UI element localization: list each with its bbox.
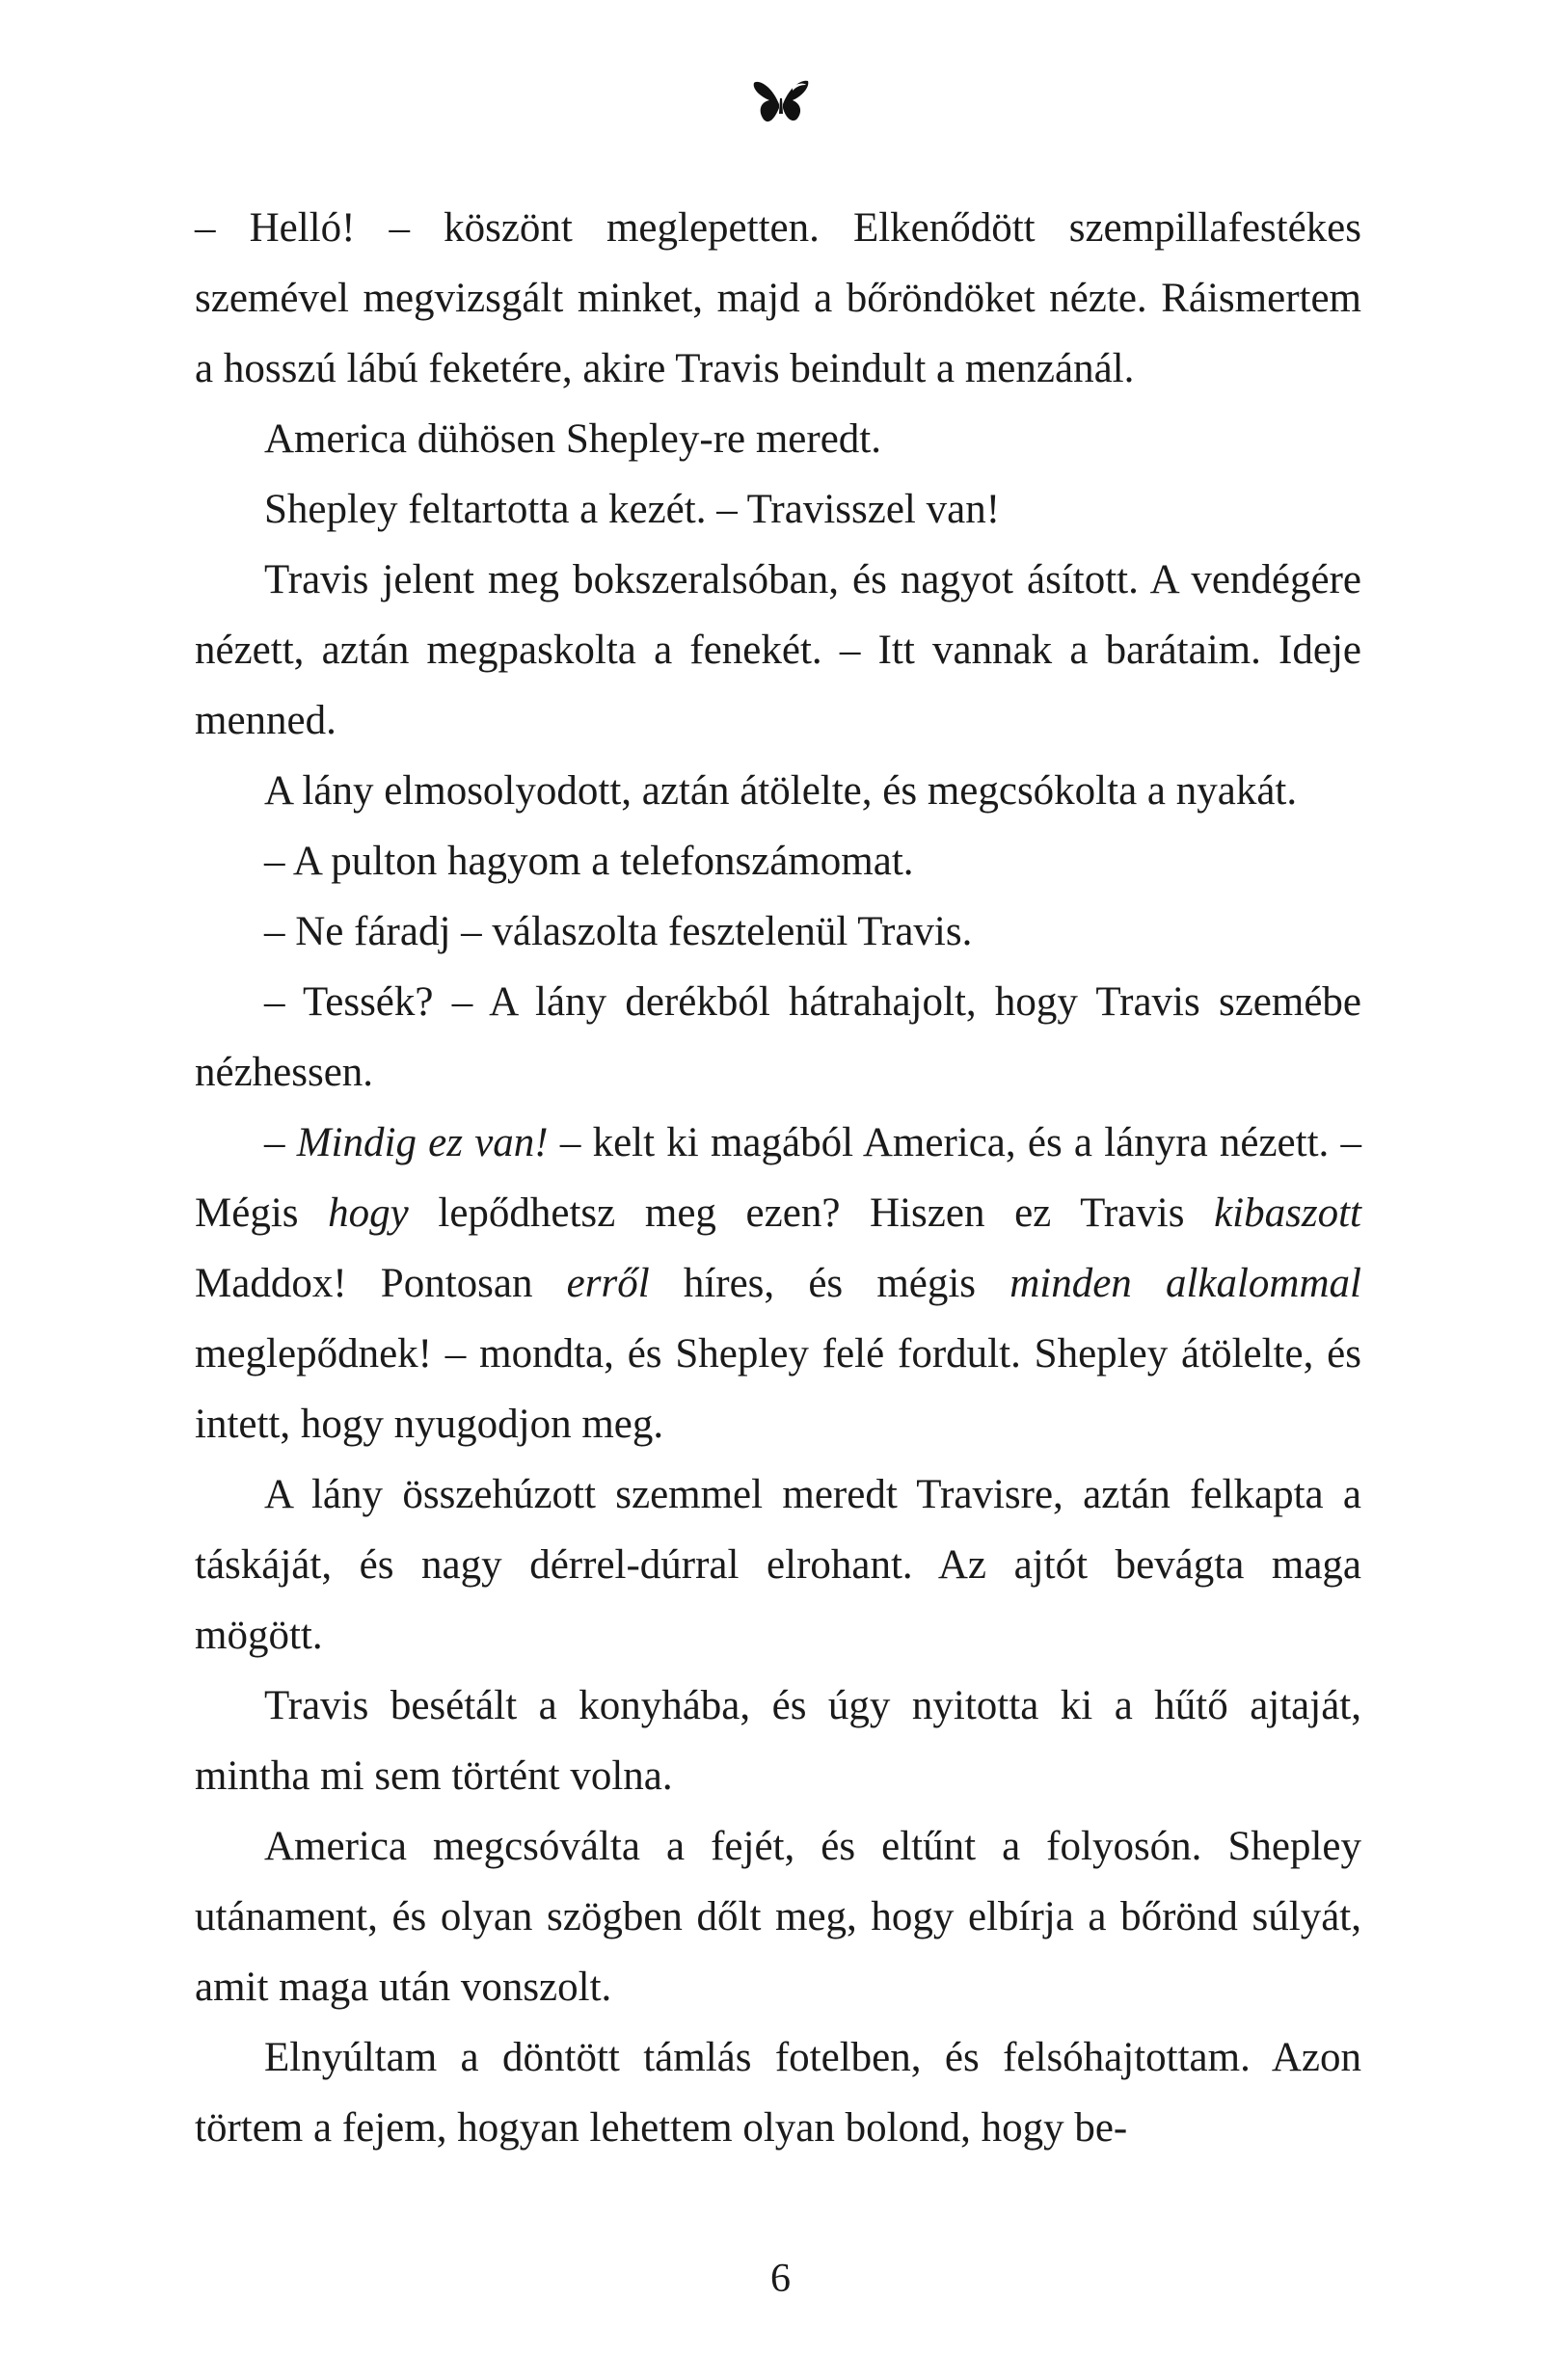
text-run: híres, és mégis — [649, 1261, 1010, 1306]
paragraph-with-emphasis — [195, 1108, 1361, 1459]
paragraph: Travis jelent meg bokszeralsóban, és nagyot ásított. A vendégére nézett, aztán megpaskolta a fenekét. – Itt vannak a barátaim. Ideje menned. — [195, 557, 1361, 743]
paragraph: Elnyúltam a döntött támlás fotelben, és felsóhajtottam. Azon törtem a fejem, hogyan lehettem olyan bolond, hogy be- — [195, 2035, 1361, 2151]
text-run: lepődhetsz meg ezen? Hiszen ez Travis — [408, 1190, 1215, 1236]
emphasis: kibaszott — [1214, 1190, 1361, 1236]
text-run: – — [264, 1120, 297, 1165]
text-run: – kelt ki magából America, és a lányra nézett. – Mégis — [195, 1120, 1362, 1236]
paragraph: A lány elmosolyodott, aztán átölelte, és megcsókolta a nyakát. — [264, 768, 1298, 814]
text-run: meglepődnek! – mondta, és Shepley felé fordult. Shepley átölelte, és intett, hogy nyugodjon meg. — [195, 1331, 1361, 1447]
paragraph: Shepley feltartotta a kezét. – Travisszel van! — [264, 487, 1001, 532]
paragraph: Travis besétált a konyhába, és úgy nyitotta ki a hűtő ajtaját, mintha mi sem történt volna. — [195, 1683, 1361, 1799]
text-run: Maddox! Pontosan — [195, 1261, 567, 1306]
paragraph: – Tessék? – A lány derékból hátrahajolt, hogy Travis szemébe nézhessen. — [195, 979, 1361, 1095]
emphasis: Mindig ez van! — [296, 1120, 549, 1165]
paragraph: America megcsóválta a fejét, és eltűnt a folyosón. Shepley utánament, és olyan szögben dőlt meg, hogy elbírja a bőrönd súlyát, amit maga után vonszolt. — [195, 1824, 1361, 2010]
paragraph: A lány összehúzott szemmel meredt Travisre, aztán felkapta a táskáját, és nagy dérrel-dúrral elrohant. Az ajtót bevágta maga mögött. — [195, 1472, 1361, 1658]
body-text — [195, 193, 1361, 2163]
paragraph: – A pulton hagyom a telefonszámomat. — [264, 839, 914, 884]
paragraph: – Helló! – köszönt meglepetten. Elkenődött szempillafestékes szemével megvizsgált minket, majd a bőröndöket nézte. Ráismertem a hosszú lábú feketére, akire Travis beindult a menzánál. — [195, 205, 1361, 391]
emphasis: erről — [566, 1261, 650, 1306]
page-number: 6 — [770, 2257, 791, 2301]
emphasis: minden alkalommal — [1009, 1261, 1361, 1306]
emphasis: hogy — [328, 1190, 409, 1236]
paragraph: – Ne fáradj – válaszolta fesztelenül Travis. — [264, 909, 973, 954]
butterfly-icon — [750, 75, 812, 131]
paragraph: America dühösen Shepley-re meredt. — [264, 416, 881, 462]
